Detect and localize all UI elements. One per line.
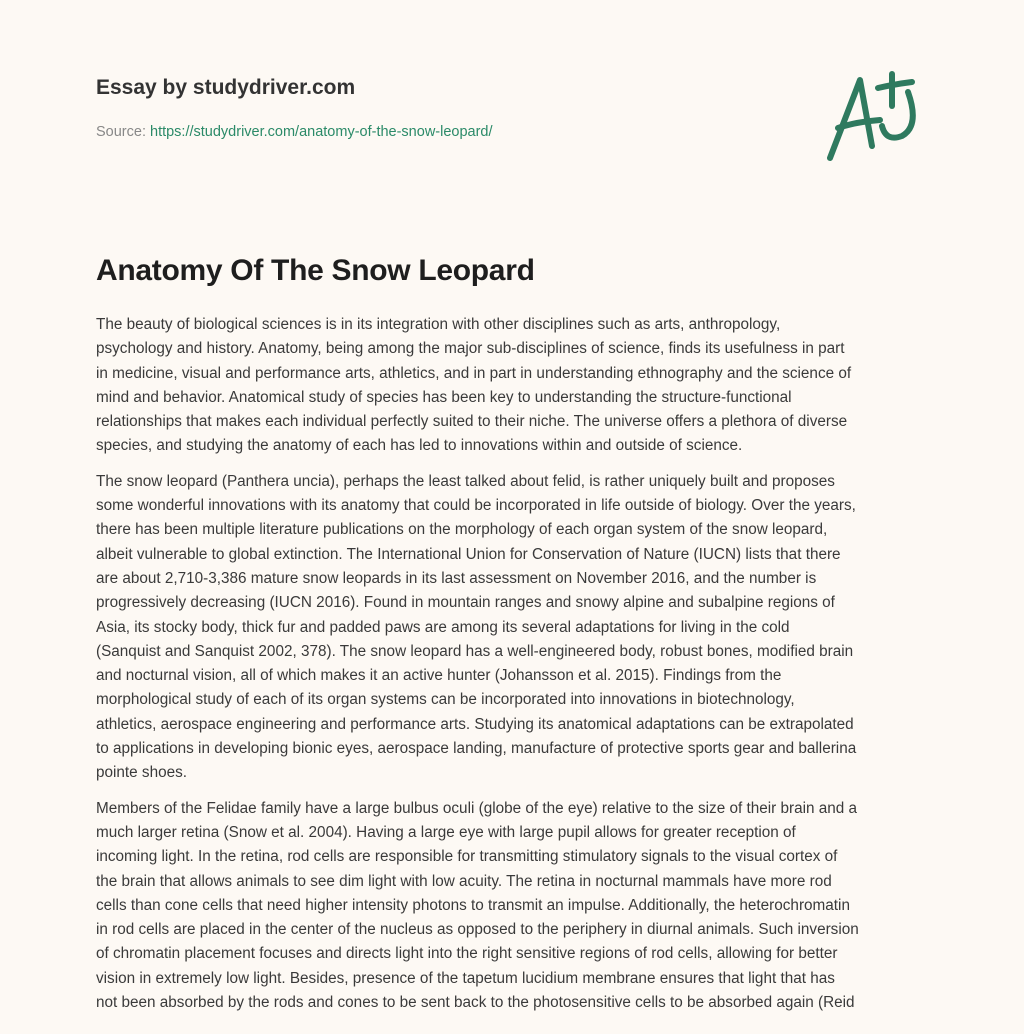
text-line: cells than cone cells that need higher intensity photons to transmit an impulse. Additionally, the heterochromatin [96, 896, 850, 914]
text-line: Members of the Felidae family have a large bulbus oculi (globe of the eye) relative to the size of their brain and a [96, 799, 858, 817]
source-link[interactable]: https://studydriver.com/anatomy-of-the-snow-leopard/ [150, 124, 493, 140]
text-line: incoming light. In the retina, rod cells are responsible for transmitting stimulatory signals to the visual cortex of [96, 848, 838, 866]
text-line: are about 2,710-3,386 mature snow leopards in its last assessment on November 2016, and the number is [96, 569, 817, 587]
text-line: progressively decreasing (IUCN 2016). Found in mountain ranges and snowy alpine and subalpine regions of [96, 594, 835, 612]
text-line: some wonderful innovations with its anatomy that could be incorporated in life outside of biology. Over the years, [96, 497, 856, 515]
essay-title: Anatomy Of The Snow Leopard [96, 254, 535, 287]
text-line: much larger retina (Snow et al. 2004). Having a large eye with large pupil allows for greater reception of [96, 823, 796, 841]
text-line: species, and studying the anatomy of each has led to innovations within and outside of science. [96, 437, 743, 455]
source-label: Source: [96, 124, 150, 140]
text-line: to applications in developing bionic eyes, aerospace landing, manufacture of protective sports gear and ballerina [96, 740, 857, 758]
text-line: there has been multiple literature publications on the morphology of each organ system of the snow leopard, [96, 521, 828, 539]
text-line: athletics, aerospace engineering and performance arts. Studying its anatomical adaptations can be extrapolated [96, 715, 854, 733]
a-plus-logo-icon [820, 66, 930, 166]
text-line: Asia, its stocky body, thick fur and padded paws are among its several adaptations for living in the cold [96, 618, 790, 636]
text-line: albeit vulnerable to global extinction. The International Union for Conservation of Nature (IUCN) lists that there [96, 545, 841, 563]
text-line: in rod cells are placed in the center of the nucleus as opposed to the periphery in diurnal animals. Such inversion [96, 921, 859, 939]
text-line: and nocturnal vision, all of which makes it an active hunter (Johansson et al. 2015). Findings from the [96, 667, 782, 685]
paragraph [96, 797, 966, 1016]
text-line: psychology and history. Anatomy, being among the major sub-disciplines of science, finds its usefulness in part [96, 340, 845, 358]
text-line: of chromatin placement focuses and directs light into the right sensitive regions of rod cells, allowing for better [96, 945, 838, 963]
source-line [96, 124, 493, 140]
paragraph [96, 313, 966, 459]
text-line: vision in extremely low light. Besides, presence of the tapetum lucidium membrane ensures that light that has [96, 969, 835, 987]
paragraph [96, 470, 966, 786]
text-line: in medicine, visual and performance arts, athletics, and in part in understanding ethnography and the science of [96, 364, 852, 382]
text-line: The snow leopard (Panthera uncia), perhaps the least talked about felid, is rather uniquely built and proposes [96, 472, 835, 490]
text-line: (Sanquist and Sanquist 2002, 378). The snow leopard has a well-engineered body, robust bones, modified brain [96, 642, 854, 660]
essay-body [96, 313, 966, 1026]
text-line: morphological study of each of its organ systems can be incorporated into innovations in biotechnology, [96, 691, 795, 709]
text-line: The beauty of biological sciences is in its integration with other disciplines such as arts, anthropology, [96, 316, 781, 333]
text-line: not been absorbed by the rods and cones to be sent back to the photosensitive cells to be absorbed again (Reid [96, 994, 855, 1012]
text-line: mind and behavior. Anatomical study of species has been key to understanding the structure-functional [96, 388, 792, 406]
text-line: the brain that allows animals to see dim light with low acuity. The retina in nocturnal mammals have more rod [96, 872, 832, 890]
text-line: relationships that makes each individual perfectly suited to their niche. The universe offers a plethora of diverse [96, 413, 848, 431]
site-brand: Essay by studydriver.com [96, 76, 356, 99]
text-line: pointe shoes. [96, 764, 187, 782]
